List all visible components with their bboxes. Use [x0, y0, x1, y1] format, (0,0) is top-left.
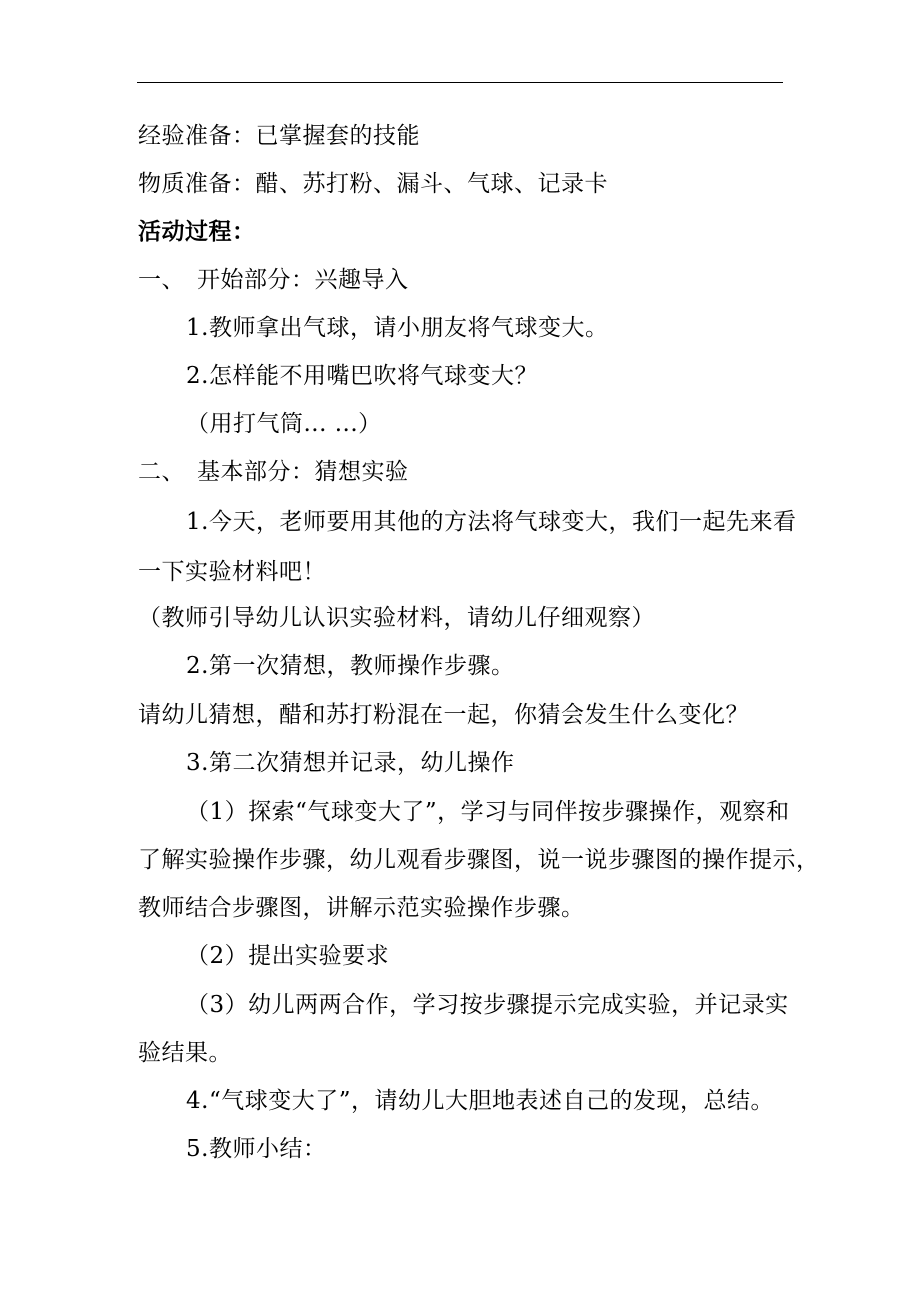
step-2-1-cont: 一下实验材料吧！	[138, 559, 326, 585]
section-two-heading: 二、 基本部分：猜想实验	[138, 459, 409, 485]
section-one-heading: 一、 开始部分：兴趣导入	[138, 267, 409, 293]
step-2-2: 2.第一次猜想，教师操作步骤。	[186, 653, 515, 679]
sub-step-1-cont-a: 了解实验操作步骤，幼儿观看步骤图，说一说步骤图的操作提示，	[138, 847, 820, 873]
sub-step-1-cont-b: 教师结合步骤图，讲解示范实验操作步骤。	[138, 895, 585, 921]
step-2-5: 5.教师小结：	[186, 1136, 327, 1162]
step-2-1: 1.今天，老师要用其他的方法将气球变大，我们一起先来看	[186, 509, 797, 535]
step-1-2: 2.怎样能不用嘴巴吹将气球变大？	[186, 363, 538, 389]
step-1-note: （用打气筒... ...）	[186, 411, 382, 437]
material-prep: 物质准备：醋、苏打粉、漏斗、气球、记录卡	[138, 171, 608, 197]
sub-step-3: （3）幼儿两两合作，学习按步骤提示完成实验，并记录实	[186, 992, 789, 1018]
step-2-4: 4.“气球变大了”，请幼儿大胆地表述自己的发现，总结。	[186, 1088, 774, 1114]
header-rule	[137, 82, 783, 83]
step-2-3: 3.第二次猜想并记录，幼儿操作	[186, 750, 515, 776]
guess-question: 请幼儿猜想，醋和苏打粉混在一起，你猜会发生什么变化？	[138, 702, 749, 728]
teacher-guide-note: （教师引导幼儿认识实验材料，请幼儿仔细观察）	[138, 605, 655, 631]
sub-step-2: （2）提出实验要求	[186, 943, 390, 969]
sub-step-1: （1）探索“气球变大了”，学习与同伴按步骤操作，观察和	[186, 799, 790, 825]
sub-step-3-cont: 验结果。	[138, 1040, 232, 1066]
activity-process-heading: 活动过程：	[138, 218, 256, 245]
experience-prep: 经验准备：已掌握套的技能	[138, 123, 420, 149]
step-1-1: 1.教师拿出气球，请小朋友将气球变大。	[186, 315, 609, 341]
